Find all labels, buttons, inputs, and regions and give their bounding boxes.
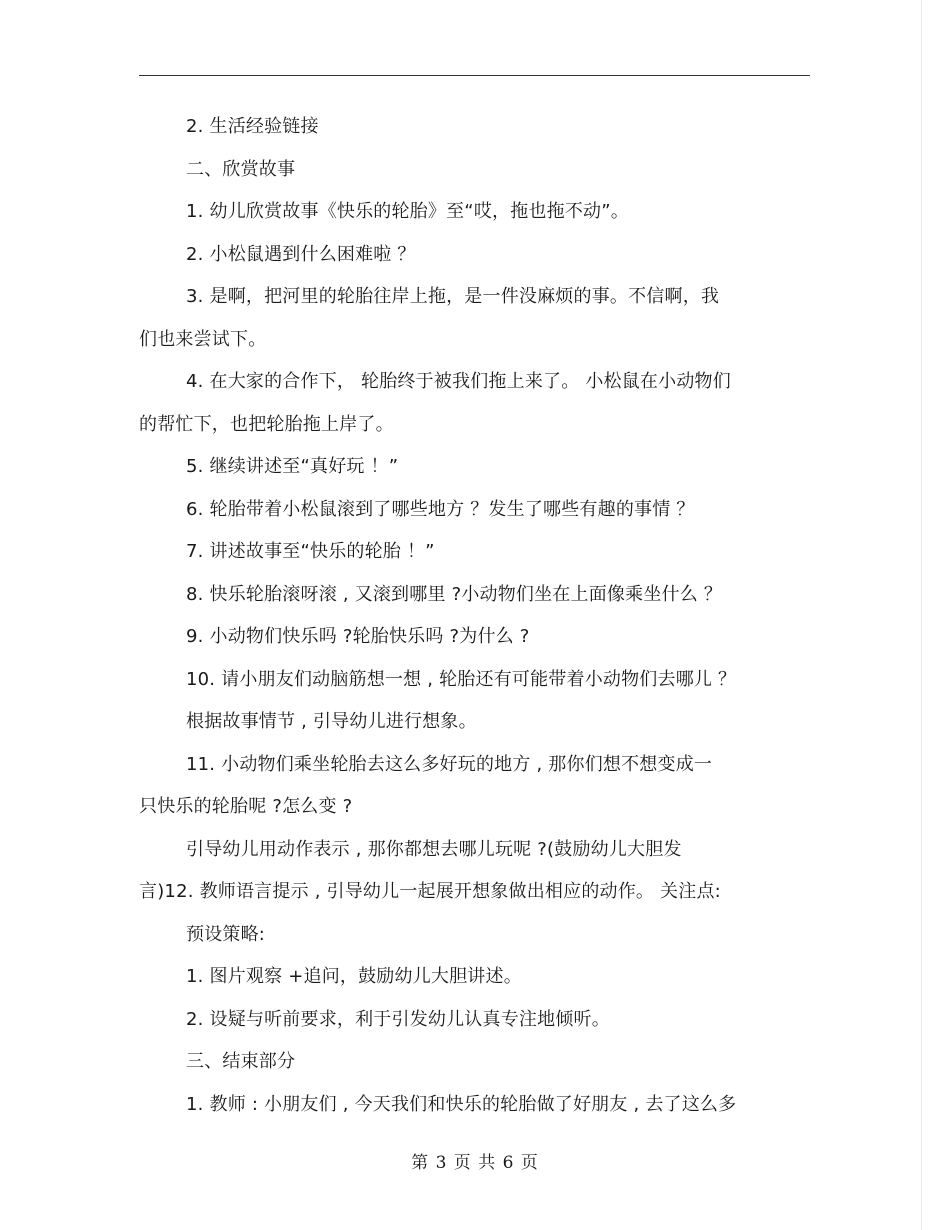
- text-line: 2. 生活经验链接: [186, 116, 319, 137]
- text-line: 1. 图片观察 +追问，鼓励幼儿大胆讲述。: [186, 966, 522, 987]
- text-line: 6. 轮胎带着小松鼠滚到了哪些地方 ？发生了哪些有趣的事情 ？: [186, 498, 695, 520]
- text-line: 5. 继续讲述至“真好玩 ！”: [186, 456, 399, 477]
- text-line: 引导幼儿用动作表示 , 那你都想去哪儿玩呢 ?(鼓励幼儿大胆发: [186, 838, 682, 860]
- header-rule: [139, 75, 810, 76]
- text-line: 2. 设疑与听前要求，利于引发幼儿认真专注地倾听。: [186, 1008, 610, 1030]
- page-number-footer: 第 3 页 共 6 页: [411, 1153, 539, 1173]
- text-line: 们也来尝试下。: [139, 328, 267, 350]
- text-line: 1. 教师 : 小朋友们 , 今天我们和快乐的轮胎做了好朋友 , 去了这么多: [186, 1093, 737, 1115]
- text-line: 二、欣赏故事: [186, 158, 296, 180]
- text-line: 言)12. 教师语言提示 , 引导幼儿一起展开想象做出相应的动作。 关注点:: [139, 881, 721, 902]
- text-line: 根据故事情节 , 引导幼儿进行想象。: [186, 711, 477, 732]
- text-line: 7. 讲述故事至“快乐的轮胎 ！”: [186, 541, 435, 562]
- text-line: 三、结束部分: [186, 1051, 296, 1072]
- text-line: 8. 快乐轮胎滚呀滚 , 又滚到哪里 ?小动物们坐在上面像乘坐什么 ？: [186, 583, 723, 605]
- text-line: 4. 在大家的合作下， 轮胎终于被我们拖上来了。 小松鼠在小动物们: [186, 371, 731, 392]
- text-line: 2. 小松鼠遇到什么困难啦 ？: [186, 243, 416, 265]
- text-line: 11. 小动物们乘坐轮胎去这么多好玩的地方 , 那你们想不想变成一: [186, 753, 713, 775]
- text-line: 只快乐的轮胎呢 ?怎么变 ?: [139, 796, 353, 817]
- text-line: 预设策略:: [186, 923, 266, 945]
- text-line: 1. 幼儿欣赏故事《快乐的轮胎》至“哎，拖也拖不动”。: [186, 201, 629, 222]
- text-line: 10. 请小朋友们动脑筋想一想 , 轮胎还有可能带着小动物们去哪儿 ？: [186, 668, 737, 690]
- page-edge-divider: [921, 0, 922, 1230]
- text-line: 的帮忙下，也把轮胎拖上岸了。: [139, 413, 394, 435]
- body-text: [139, 106, 810, 1126]
- text-line: 3. 是啊，把河里的轮胎往岸上拖，是一件没麻烦的事。不信啊，我: [186, 286, 720, 307]
- text-line: 9. 小动物们快乐吗 ?轮胎快乐吗 ?为什么 ?: [186, 626, 530, 647]
